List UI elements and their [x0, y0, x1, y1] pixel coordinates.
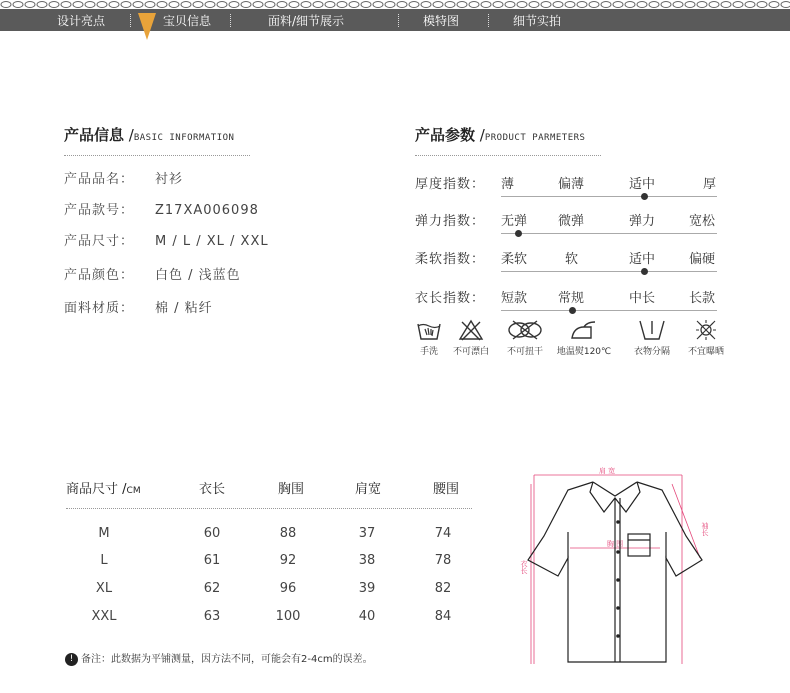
param-option: 柔软	[501, 252, 528, 267]
info-row-color: 产品颜色： 白色 / 浅蓝色	[64, 268, 241, 283]
param-option: 软	[565, 252, 579, 267]
info-row-material: 面料材质： 棉 / 粘纤	[64, 301, 213, 316]
sleeve-measure-line	[672, 484, 700, 558]
param-option: 短款	[501, 291, 528, 306]
param-option: 微弹	[558, 214, 585, 229]
param-row-length: 衣长指数： 短款 常规 中长 长款	[415, 287, 735, 307]
param-option: 适中	[629, 252, 656, 267]
param-option: 偏硬	[689, 252, 716, 267]
no-sun-dry-icon	[693, 318, 719, 342]
col-header: 胸围	[277, 482, 304, 497]
col-header: 腰围	[432, 482, 459, 497]
measurement-note: ! 备注：此数据为平铺测量，因方法不同，可能会有2-4cm的误差。	[65, 650, 373, 666]
info-row-size: 产品尺寸： M / L / XL / XXL	[64, 234, 269, 249]
param-scale-line	[501, 310, 717, 311]
care-no-bleach: 不可漂白	[441, 318, 501, 357]
param-row-softness: 柔软指数： 柔软 软 适中 偏硬	[415, 248, 735, 268]
iron-low-icon	[569, 318, 599, 342]
param-option: 偏薄	[558, 177, 585, 192]
size-table-title: 商品尺寸 /CM	[66, 482, 141, 497]
param-scale-line	[501, 233, 717, 234]
info-icon: !	[65, 653, 78, 666]
param-row-thickness: 厚度指数： 薄 偏薄 适中 厚	[415, 173, 735, 193]
param-option: 中长	[629, 291, 656, 306]
shirt-outline	[528, 482, 702, 662]
wash-separately-icon	[637, 318, 667, 342]
shoulder-label: 肩 宽	[598, 467, 616, 475]
care-hand-wash: 手洗	[399, 318, 459, 357]
col-header: 肩宽	[354, 482, 381, 497]
chain-border	[0, 0, 790, 9]
param-option: 宽松	[689, 214, 716, 229]
nav-separator	[398, 14, 399, 27]
product-info-heading: 产品信息	[64, 126, 125, 144]
param-scale-line	[501, 196, 717, 197]
chest-label: 胸 围	[606, 540, 624, 548]
nav-bar	[0, 9, 790, 31]
param-indicator-dot	[515, 230, 522, 237]
shirt-buttons	[616, 520, 620, 638]
product-info-title: 产品信息 /BASIC INFORMATION	[64, 126, 235, 144]
param-indicator-dot	[641, 268, 648, 275]
nav-item-detail[interactable]: 细节实拍	[513, 14, 562, 28]
no-wring-icon	[505, 318, 545, 342]
nav-item-info[interactable]: 宝贝信息	[163, 14, 212, 28]
nav-item-model[interactable]: 模特图	[423, 14, 460, 28]
nav-separator	[130, 14, 131, 27]
table-divider	[66, 508, 472, 509]
param-option: 无弹	[501, 214, 528, 229]
nav-active-marker	[138, 13, 156, 40]
param-scale-line	[501, 271, 717, 272]
info-row-name: 产品品名： 衬衫	[64, 172, 184, 187]
param-option: 薄	[501, 177, 515, 192]
nav-item-fabric[interactable]: 面料/细节展示	[268, 14, 345, 28]
product-params-subtitle: PRODUCT PARMETERS	[484, 133, 586, 143]
care-no-wring: 不可扭干	[495, 318, 555, 357]
product-params-title: 产品参数 /PRODUCT PARMETERS	[415, 126, 586, 144]
divider	[64, 155, 250, 156]
nav-item-design[interactable]: 设计亮点	[57, 14, 106, 28]
param-option: 长款	[689, 291, 716, 306]
param-indicator-dot	[569, 307, 576, 314]
care-wash-separately: 衣物分隔	[622, 318, 682, 357]
col-header: 衣长	[198, 482, 225, 497]
nav-separator	[230, 14, 231, 27]
param-option: 适中	[629, 177, 656, 192]
care-no-sun-dry: 不宜曝晒	[676, 318, 736, 357]
info-row-style: 产品款号： Z17XA006098	[64, 203, 259, 218]
param-option: 弹力	[629, 214, 656, 229]
nav-separator	[488, 14, 489, 27]
care-iron-low: 地温熨120℃	[554, 318, 614, 357]
sleeve-label: 袖长	[701, 522, 709, 536]
param-option: 厚	[703, 177, 717, 192]
no-bleach-icon	[458, 318, 484, 342]
shirt-measure-diagram	[520, 462, 720, 670]
length-label: 衣长	[520, 560, 528, 574]
param-indicator-dot	[641, 193, 648, 200]
hand-wash-icon	[416, 318, 442, 342]
param-row-elasticity: 弹力指数： 无弹 微弹 弹力 宽松	[415, 210, 735, 230]
size-unit: CM	[126, 486, 141, 496]
divider	[415, 155, 601, 156]
size-table-heading: 商品尺寸	[66, 482, 119, 497]
param-option: 常规	[558, 291, 585, 306]
product-params-heading: 产品参数	[415, 126, 476, 144]
product-info-subtitle: BASIC INFORMATION	[133, 133, 235, 143]
